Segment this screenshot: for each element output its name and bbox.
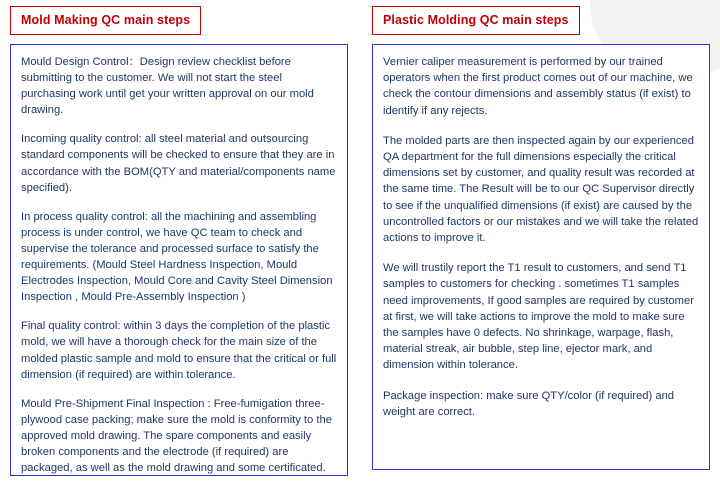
paragraph-vernier-caliper-measurement: Vernier caliper measurement is performed by our trained operators when the first product comes out of our machine, we check the contour dimensions and assembly status (if exist) to identify if any rejects. xyxy=(383,56,693,117)
paragraph-t1-report-and-samples: We will trustily report the T1 result to customers, and send T1 samples to customers for checking . sometimes T1 samples need improvements, If good samples are required by customer at first, we will take actions to improve the mold to make sure the samples have 0 defects. No shrinkage, warpage, flash, material streak, air bubble, step line, ejector mark, and dimension within tolerance. xyxy=(383,262,694,372)
heading-label-plastic-molding: Plastic Molding QC main steps xyxy=(383,13,569,27)
paragraph-qa-full-dimension-inspection: The molded parts are then inspected again by our experienced QA department for the full dimensions especially the critical dimensions set by customer, and quality result was recorded at the same time. The Result will be to our QC Supervisor directly to see if the unqualified dimensions (if exist) are caused by the uncontrolled factors or our mistakes and we will take the related actions to improve it. xyxy=(383,134,699,245)
paragraph-in-process-quality-control: In process quality control: all the machining and assembling process is under control, we have QC team to check and supervise the tolerance and processed surface to satisfy the requirements. (Mould Steel Hardness Inspection, Mould Electrodes Inspection, Mould Core and Cavity Steel Dimension Inspection , Mould Pre-Assembly Inspection ) xyxy=(21,210,333,304)
paragraph-pre-shipment-final-inspection: Mould Pre-Shipment Final Inspection : Free-fumigation three-plywood case packing; make sure the mold is conformity to the approved mold drawing. The spare components and easily broken components and the electrode (if required) are packaged, as well as the mold drawing and some certificated. xyxy=(21,397,332,475)
heading-label-mold-making: Mold Making QC main steps xyxy=(21,13,191,27)
paragraph-incoming-quality-control: Incoming quality control: all steel material and outsourcing standard components will be checked to ensure that they are in accordance with the BOM(QTY and material/components name specified). xyxy=(21,133,336,194)
column-plastic-molding xyxy=(372,6,710,476)
column-mold-making xyxy=(10,6,348,476)
body-box-plastic-molding xyxy=(372,44,710,470)
paragraph-package-inspection: Package inspection: make sure QTY/color (if required) and weight are correct. xyxy=(383,389,675,418)
body-box-mold-making xyxy=(10,44,348,476)
paragraph-mould-design-control: Mould Design Control：Design review checklist before submitting to the customer. We will not start the steel purchasing work until get your written approval on our mold drawing. xyxy=(21,56,314,117)
paragraph-final-quality-control: Final quality control: within 3 days the completion of the plastic mold, we will have a thorough check for the main size of the molded plastic sample and mold to ensure that the critical or full dimension (if required) are within tolerance. xyxy=(21,320,337,381)
heading-box-plastic-molding xyxy=(372,6,580,35)
heading-box-mold-making xyxy=(10,6,201,35)
